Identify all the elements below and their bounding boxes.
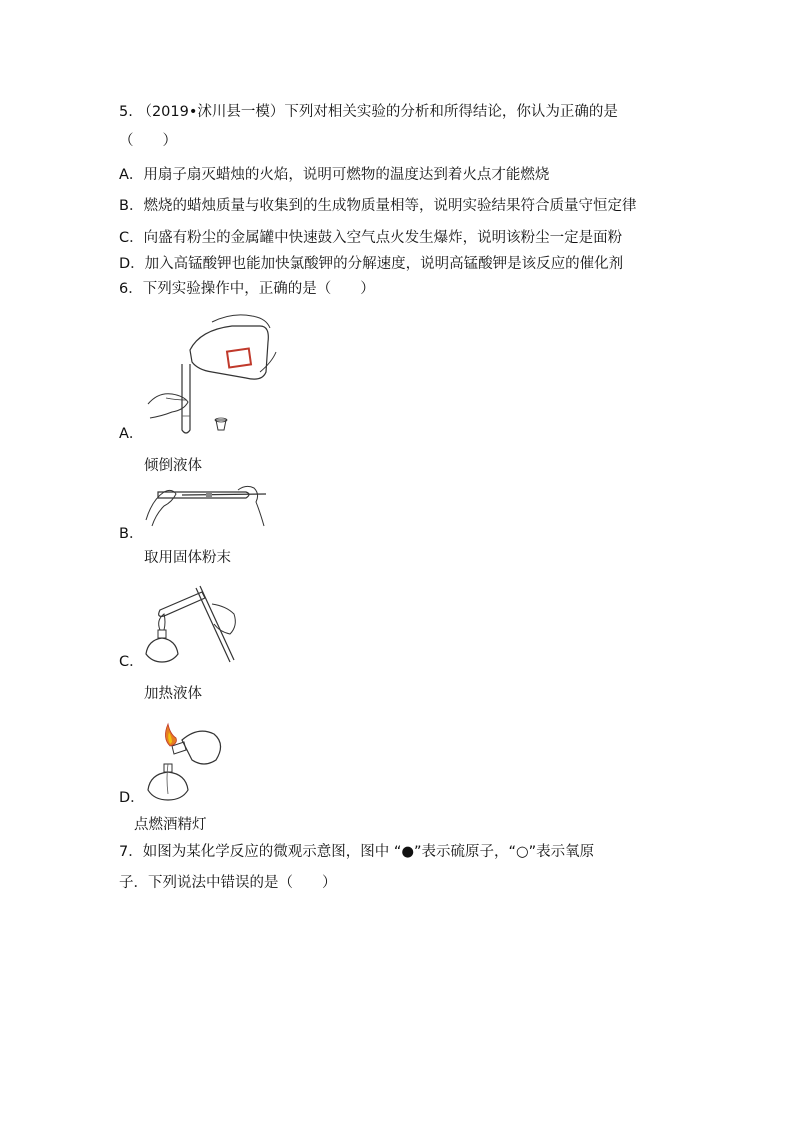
q6-option-c-caption: 加热液体 [144,686,202,702]
q5-option-c: C．向盛有粉尘的金属罐中快速鼓入空气点火发生爆炸，说明该粉尘一定是面粉 [119,230,623,246]
q7-stem-line1: 7．如图为某化学反应的微观示意图，图中 “●”表示硫原子，“○”表示氧原 [119,844,595,860]
q5-answer-paren: （ ） [119,133,177,149]
q5-stem: 5. （2019•沭川县一模）下列对相关实验的分析和所得结论，你认为正确的是 [119,104,618,120]
figure-heating-liquid [142,584,242,668]
q5-option-b: B．燃烧的蜡烛质量与收集到的生成物质量相等，说明实验结果符合质量守恒定律 [119,198,637,214]
q5-option-a: A．用扇子扇灭蜡烛的火焰，说明可燃物的温度达到着火点才能燃烧 [119,167,550,183]
q6-option-c-letter: C． [119,654,144,670]
figure-lighting-alcohol-lamp [142,716,232,804]
q6-option-d-caption: 点燃酒精灯 [134,817,207,833]
figure-pouring-liquid [142,312,282,442]
q6-option-a-letter: A． [119,426,144,442]
q7-stem-line2: 子．下列说法中错误的是（ ） [119,875,337,891]
q6-option-d-letter: D． [119,790,145,806]
q6-option-a-caption: 倾倒液体 [144,458,202,474]
q6-stem: 6．下列实验操作中，正确的是（ ） [119,281,375,297]
q6-option-b-caption: 取用固体粉末 [144,550,231,566]
figure-taking-powder [142,480,272,532]
q6-option-b-letter: B． [119,526,144,542]
q5-option-d: D．加入高锰酸钾也能加快氯酸钾的分解速度，说明高锰酸钾是该反应的催化剂 [119,256,624,272]
